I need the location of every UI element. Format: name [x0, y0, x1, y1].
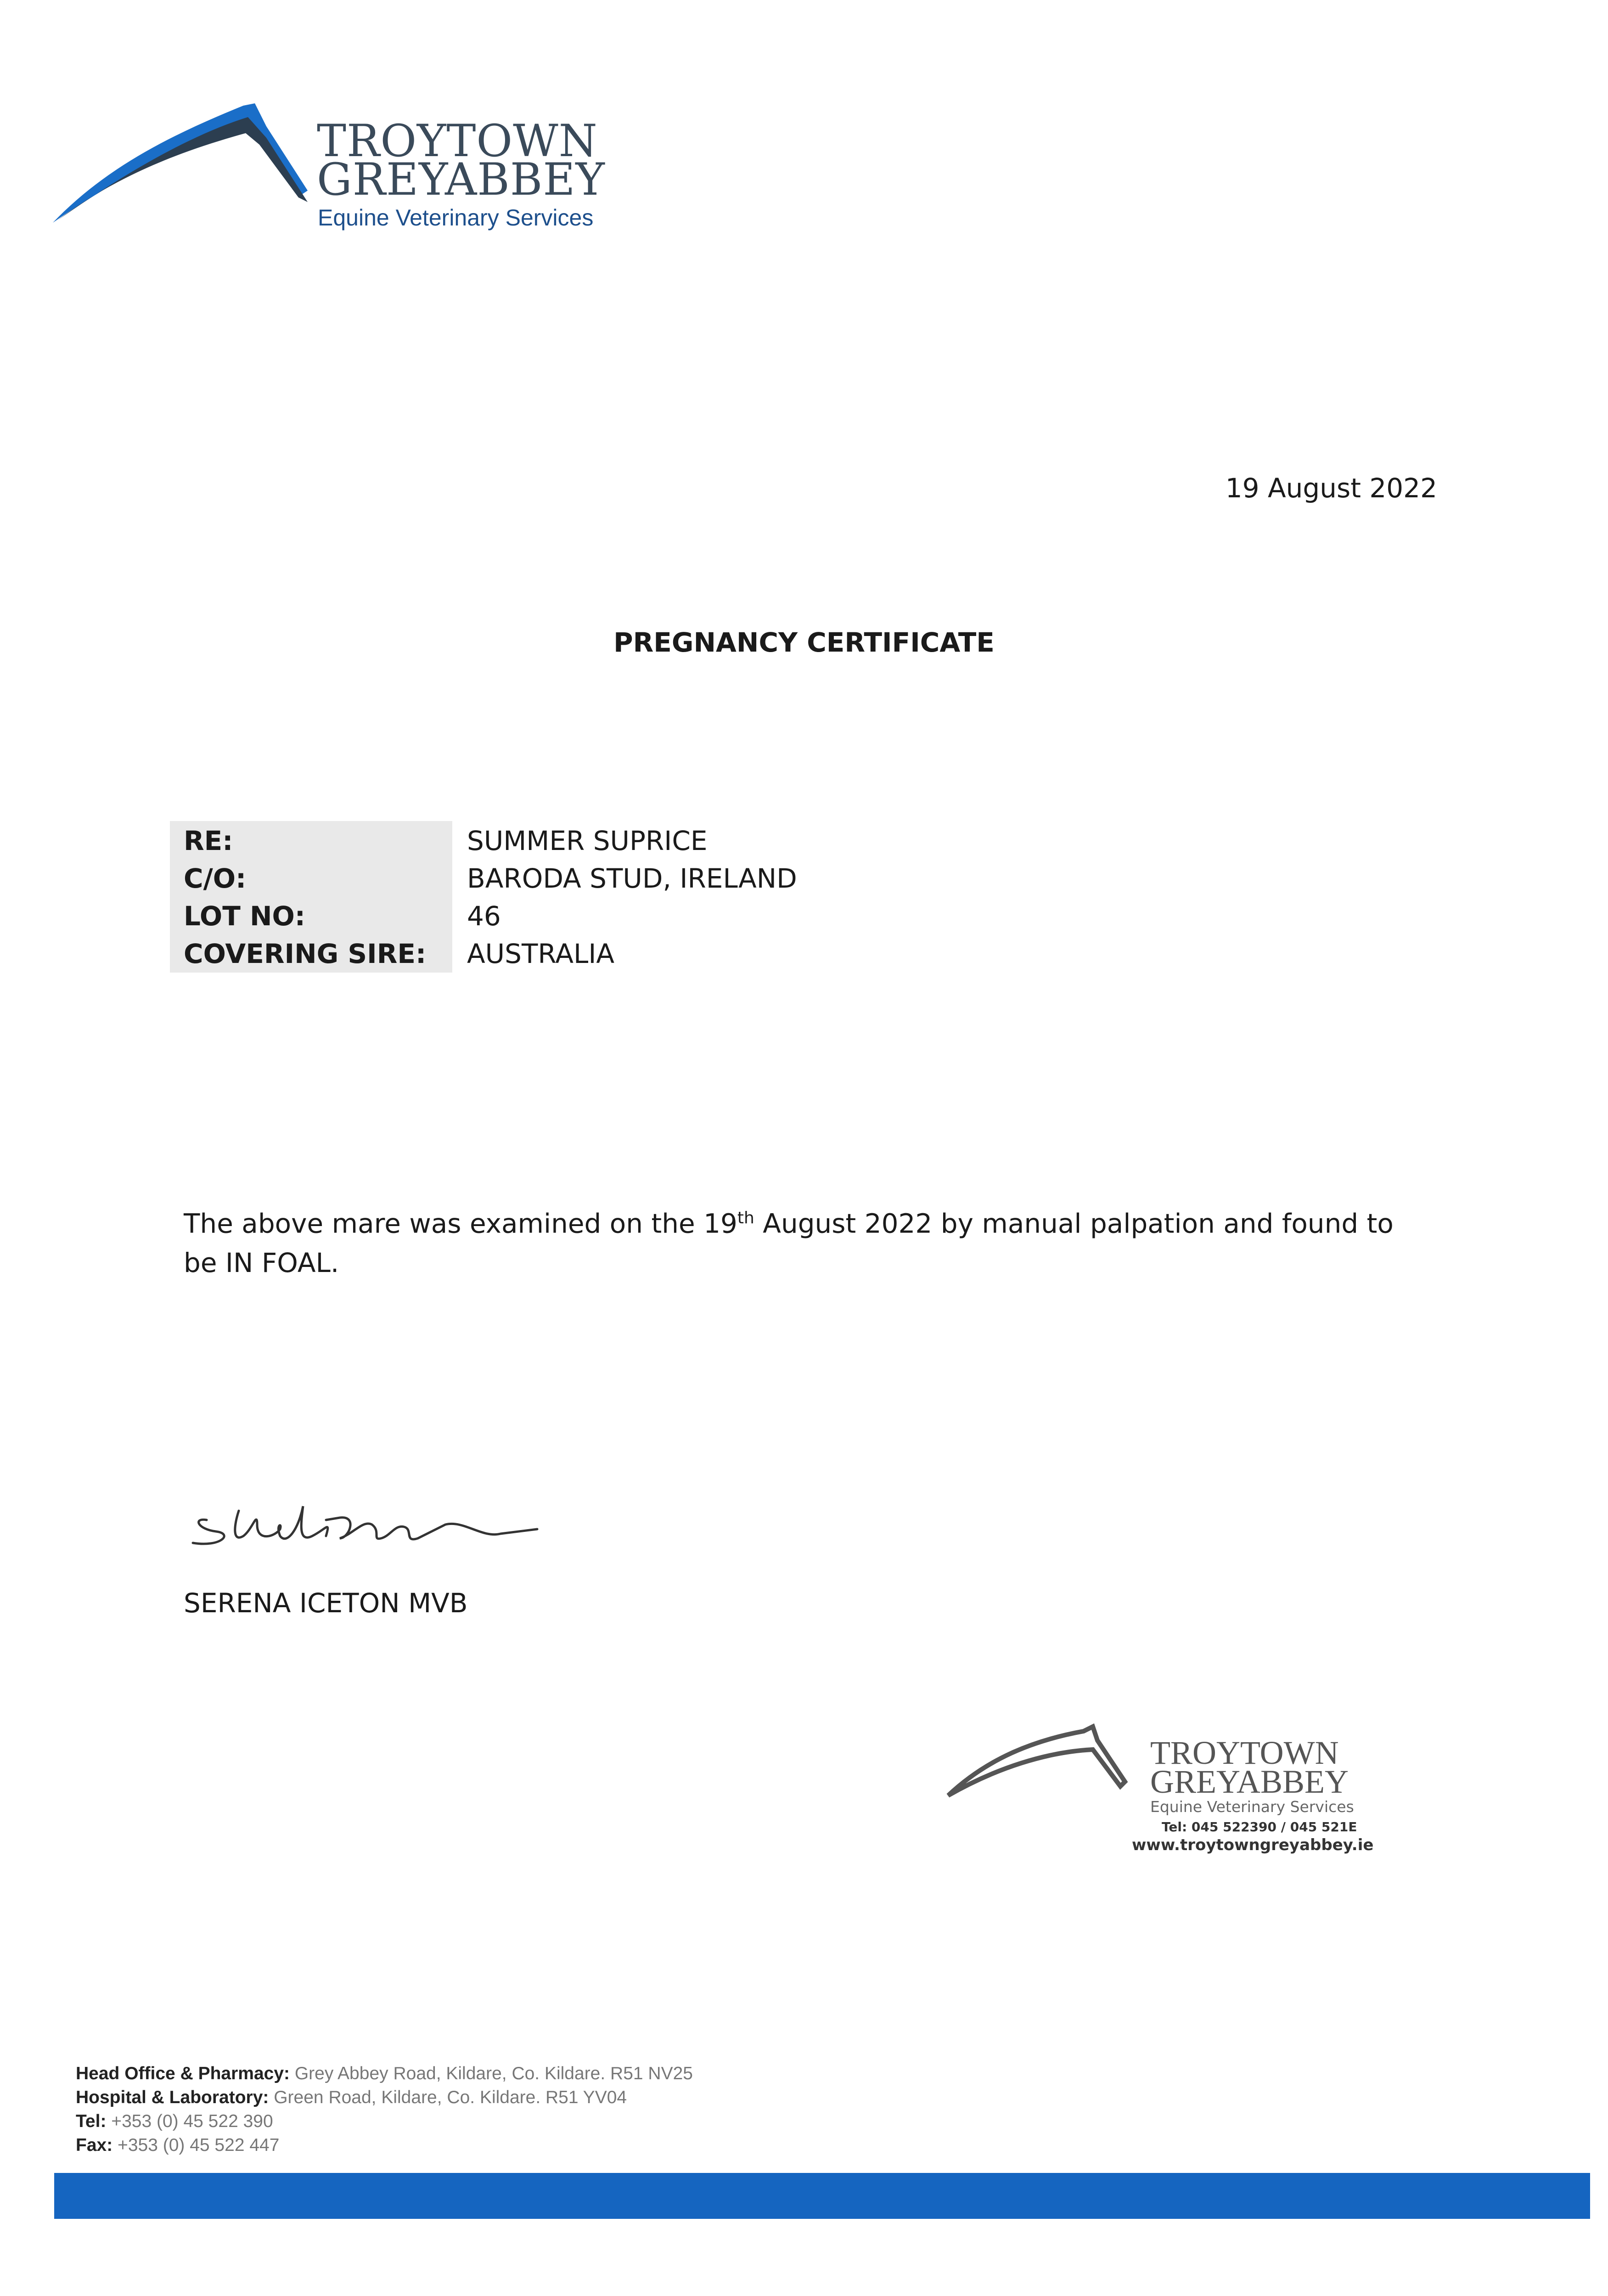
stamp-horse-logo-icon: [946, 1713, 1139, 1805]
footer-value: +353 (0) 45 522 390: [106, 2111, 273, 2131]
detail-row-co: [184, 860, 797, 897]
detail-label: LOT NO:: [184, 900, 305, 932]
detail-row-sire: [184, 935, 797, 973]
detail-value: BARODA STUD, IRELAND: [467, 863, 797, 894]
certificate-title: PREGNANCY CERTIFICATE: [613, 627, 995, 658]
footer-label: Hospital & Laboratory:: [76, 2088, 269, 2107]
footer-label: Fax:: [76, 2135, 113, 2155]
statement-superscript: th: [737, 1209, 754, 1227]
stamp-tel: Tel: 045 522390 / 045 521E: [1162, 1819, 1357, 1835]
signatory-name: SERENA ICETON MVB: [184, 1587, 468, 1619]
stamp-website: www.troytowngreyabbey.ie: [1132, 1836, 1374, 1854]
company-logo: [51, 99, 624, 236]
footer-tel: [76, 2110, 693, 2133]
examination-statement: [184, 1199, 1433, 1283]
footer-label: Tel:: [76, 2111, 107, 2131]
stamp-line-2: GREYABBEY: [1150, 1763, 1349, 1800]
footer-hospital: [76, 2086, 693, 2110]
company-stamp: [946, 1713, 1374, 1864]
footer-head-office: [76, 2062, 693, 2086]
logo-subtitle: Equine Veterinary Services: [318, 205, 594, 231]
detail-row-lot: [184, 897, 797, 935]
signature-image: [188, 1492, 546, 1566]
document-date: 19 August 2022: [1225, 473, 1437, 504]
detail-row-re: [184, 822, 797, 860]
logo-line-1: TROYTOWN: [317, 115, 598, 167]
footer-fax: [76, 2133, 693, 2157]
logo-line-2: GREYABBEY: [317, 154, 605, 205]
detail-value: 46: [467, 900, 501, 932]
statement-part-1: The above mare was examined on the 19: [184, 1208, 737, 1239]
detail-value: SUMMER SUPRICE: [467, 825, 708, 856]
footer-contact: [76, 2062, 693, 2157]
details-table: [184, 822, 797, 973]
statement-part-2: August 2022 by manual palpation and found to be IN FOAL.: [184, 1208, 1394, 1279]
detail-label: COVERING SIRE:: [184, 938, 427, 969]
detail-label: C/O:: [184, 863, 247, 894]
detail-value: AUSTRALIA: [467, 938, 615, 969]
detail-label: RE:: [184, 825, 233, 856]
footer-value: Green Road, Kildare, Co. Kildare. R51 YV04: [269, 2088, 627, 2107]
horse-head-logo-icon: [51, 99, 317, 232]
footer-value: Grey Abbey Road, Kildare, Co. Kildare. R51 NV25: [290, 2064, 693, 2083]
footer-blue-bar: [54, 2173, 1590, 2219]
stamp-line-1: TROYTOWN: [1150, 1734, 1339, 1771]
footer-value: +353 (0) 45 522 447: [112, 2135, 280, 2155]
stamp-subtitle: Equine Veterinary Services: [1150, 1798, 1354, 1816]
footer-label: Head Office & Pharmacy:: [76, 2064, 290, 2083]
